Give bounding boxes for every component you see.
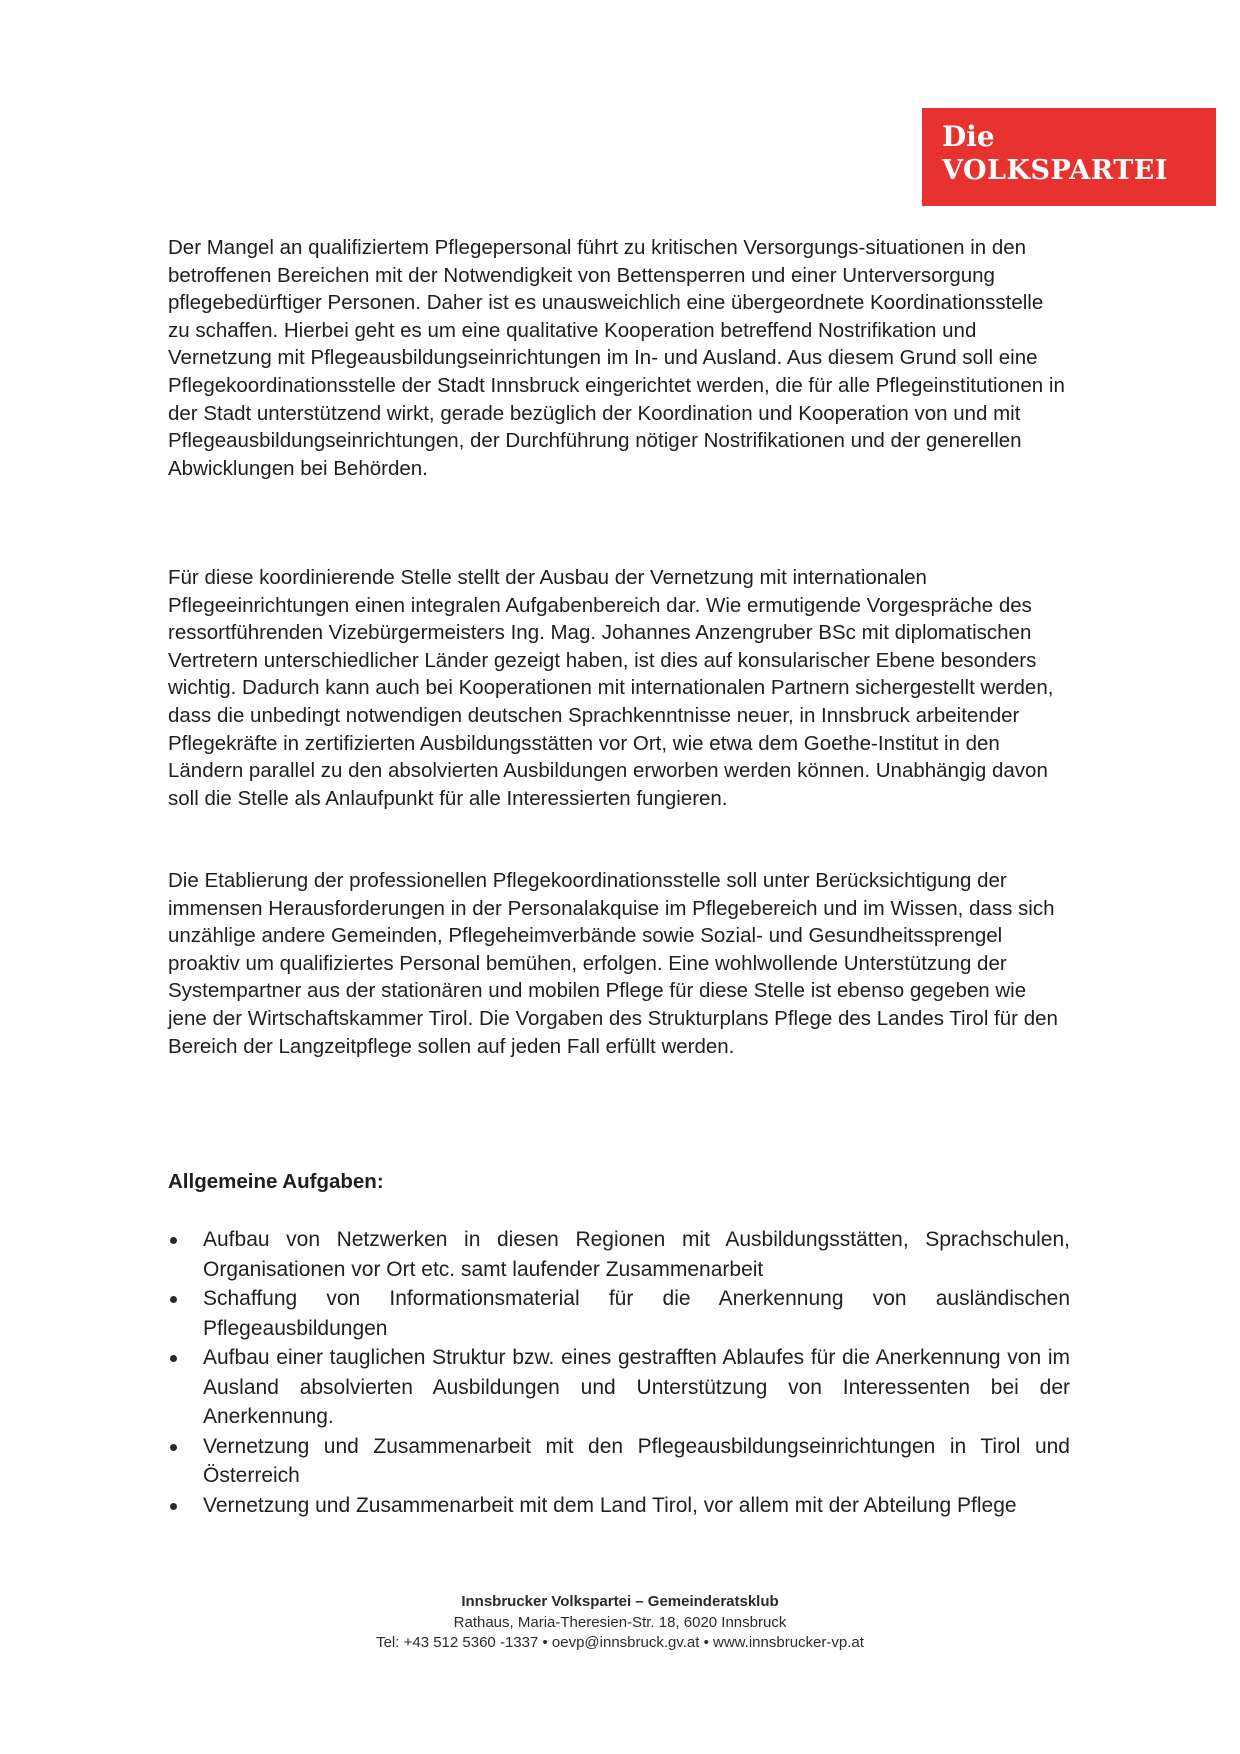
paragraph-establishment: Die Etablierung der professionellen Pflegekoordinationsstelle soll unter Berücksichtigung der immensen Herausforderungen in der Personalakquise im Pflegebereich und im Wissen, dass sich unzählige andere Gemeinden, Pflegeheimverbände sowie Sozial- und Gesundheitssprengel proaktiv um qualifiziertes Personal bemühen, erfolgen. Eine wohlwollende Unterstützung der Systempartner aus der stationären und mobilen Pflege für diese Stelle ist ebenso gegeben wie jene der Wirtschaftskammer Tirol. Die Vorgaben des Strukturplans Pflege des Landes Tirol für den Bereich der Langzeitpflege sollen auf jeden Fall erfüllt werden. (168, 869, 1058, 1058)
paragraph-networking: Für diese koordinierende Stelle stellt der Ausbau der Vernetzung mit internationalen Pflegeeinrichtungen einen integralen Aufgabenbereich dar. Wie ermutigende Vorgespräche des ressortführenden Vizebürgermeisters Ing. Mag. Johannes Anzengruber BSc mit diplomatischen Vertretern unterschiedlicher Länder gezeigt haben, ist dies auf konsularischer Ebene besonders wichtig. Dadurch kann auch bei Kooperationen mit internationalen Partnern sichergestellt werden, dass die unbedingt notwendigen deutschen Sprachkenntnisse neuer, in Innsbruck arbeitender Pflegekräfte in zertifizierten Ausbildungsstätten vor Ort, wie etwa dem Goethe-Institut in den Ländern parallel zu den absolvierten Ausbildungen erworben werden können. Unabhängig davon soll die Stelle als Anlaufpunkt für alle Interessierten fungieren. (168, 566, 1054, 810)
task-text: Vernetzung und Zusammenarbeit mit dem Land Tirol, vor allem mit der Abteilung Pflege (203, 1493, 1017, 1517)
bullet-icon (170, 1444, 177, 1451)
task-text: Vernetzung und Zusammenarbeit mit den Pflegeausbildungseinrichtungen in Tirol und Österreich (203, 1434, 1070, 1487)
bullet-icon (170, 1296, 177, 1303)
task-text: Schaffung von Informationsmaterial für die Anerkennung von ausländischen Pflegeausbildungen (203, 1287, 1070, 1340)
task-item (168, 1491, 1070, 1521)
task-item (168, 1432, 1070, 1491)
task-text: Aufbau von Netzwerken in diesen Regionen mit Ausbildungsstätten, Sprachschulen, Organisationen vor Ort etc. samt laufender Zusammenarbeit (203, 1228, 1070, 1281)
logo-line-volkspartei: VOLKSPARTEI (942, 155, 1168, 186)
bullet-icon (170, 1355, 177, 1362)
paragraph-shortage: Der Mangel an qualifiziertem Pflegepersonal führt zu kritischen Versorgungs-situationen in den betroffenen Bereichen mit der Notwendigkeit von Bettensperren und einer Unterversorgung pflegebedürftiger Personen. Daher ist es unausweichlich eine übergeordnete Koordinationsstelle zu schaffen. Hierbei geht es um eine qualitative Kooperation betreffend Nostrifikation und Vernetzung mit Pflegeausbildungseinrichtungen im In- und Ausland. Aus diesem Grund soll eine Pflegekoordinationsstelle der Stadt Innsbruck eingerichtet werden, die für alle Pflegeinstitutionen in der Stadt unterstützend wirkt, gerade bezüglich der Koordination und Kooperation von und mit Pflegeausbildungseinrichtungen, der Durchführung nötiger Nostrifikationen und der generellen Abwicklungen bei Behörden. (168, 236, 1065, 480)
tasks-heading: Allgemeine Aufgaben: (168, 1170, 384, 1193)
letterhead-footer (300, 1592, 940, 1654)
party-logo (922, 108, 1216, 206)
task-text: Aufbau einer tauglichen Struktur bzw. eines gestrafften Ablaufes für die Anerkennung von im Ausland absolvierten Ausbildungen und Unterstützung von Interessenten bei der Anerkennung. (203, 1346, 1070, 1428)
footer-address: Rathaus, Maria-Theresien-Str. 18, 6020 Innsbruck (453, 1613, 787, 1631)
tasks-list (168, 1225, 1070, 1520)
task-item (168, 1284, 1070, 1343)
footer-contact: Tel: +43 512 5360 -1337 • oevp@innsbruck.gv.at • www.innsbrucker-vp.at (376, 1634, 864, 1651)
task-item (168, 1343, 1070, 1432)
task-item (168, 1225, 1070, 1284)
bullet-icon (170, 1237, 177, 1244)
bullet-icon (170, 1503, 177, 1510)
logo-line-die: Die (942, 120, 995, 153)
footer-organization: Innsbrucker Volkspartei – Gemeinderatsklub (461, 1593, 779, 1610)
